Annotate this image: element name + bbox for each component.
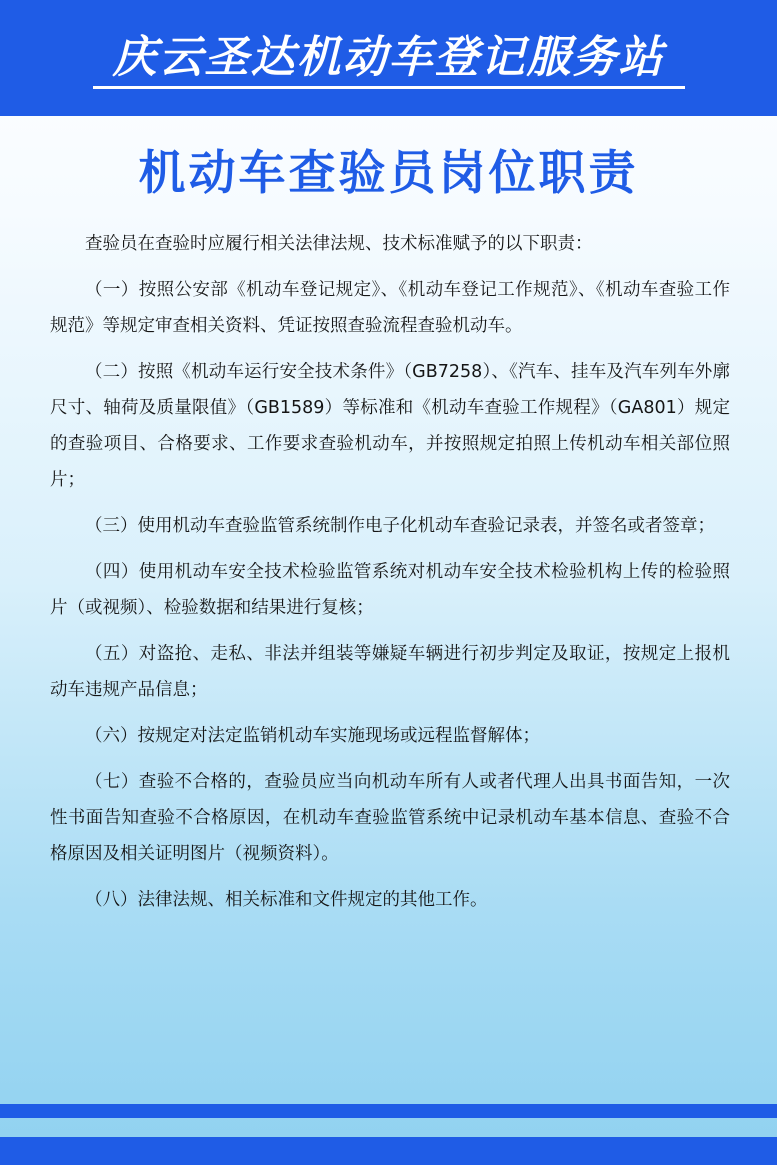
header-band — [0, 0, 777, 116]
header-underline — [93, 86, 685, 89]
duty-paragraph-8: （八）法律法规、相关标准和文件规定的其他工作。 — [85, 890, 488, 910]
duty-paragraph-2: （二）按照《机动车运行安全技术条件》（GB7258）、《汽车、挂车及汽车列车外廓尺寸、轴荷及质量限值》（GB1589）等标准和《机动车查验工作规程》（GA801）规定的查验项目、合格要求、工作要求查验机动车，并按照规定拍照上传机动车相关部位照片； — [50, 362, 730, 490]
duty-paragraph-6: （六）按规定对法定监销机动车实施现场或远程监督解体； — [85, 726, 540, 746]
document-body — [50, 226, 730, 918]
footer-band — [0, 1137, 777, 1165]
station-name: 庆云圣达机动车登记服务站 — [112, 32, 665, 83]
duty-paragraph-5: （五）对盗抢、走私、非法并组装等嫌疑车辆进行初步判定及取证，按规定上报机动车违规产品信息； — [50, 644, 730, 700]
duty-paragraph-7: （七）查验不合格的，查验员应当向机动车所有人或者代理人出具书面告知，一次性书面告知查验不合格原因，在机动车查验监管系统中记录机动车基本信息、查验不合格原因及相关证明图片（视频资料）。 — [50, 772, 730, 864]
duty-paragraph-1: （一）按照公安部《机动车登记规定》、《机动车登记工作规范》、《机动车查验工作规范》等规定审查相关资料、凭证按照查验流程查验机动车。 — [50, 280, 730, 336]
duty-paragraph-4: （四）使用机动车安全技术检验监管系统对机动车安全技术检验机构上传的检验照片（或视频）、检验数据和结果进行复核； — [50, 562, 730, 618]
page-title: 机动车查验员岗位职责 — [138, 146, 639, 201]
duty-paragraph-3: （三）使用机动车查验监管系统制作电子化机动车查验记录表，并签名或者签章； — [85, 516, 715, 536]
intro-paragraph: 查验员在查验时应履行相关法律法规、技术标准赋予的以下职责： — [85, 234, 593, 254]
footer-stripe — [0, 1104, 777, 1118]
